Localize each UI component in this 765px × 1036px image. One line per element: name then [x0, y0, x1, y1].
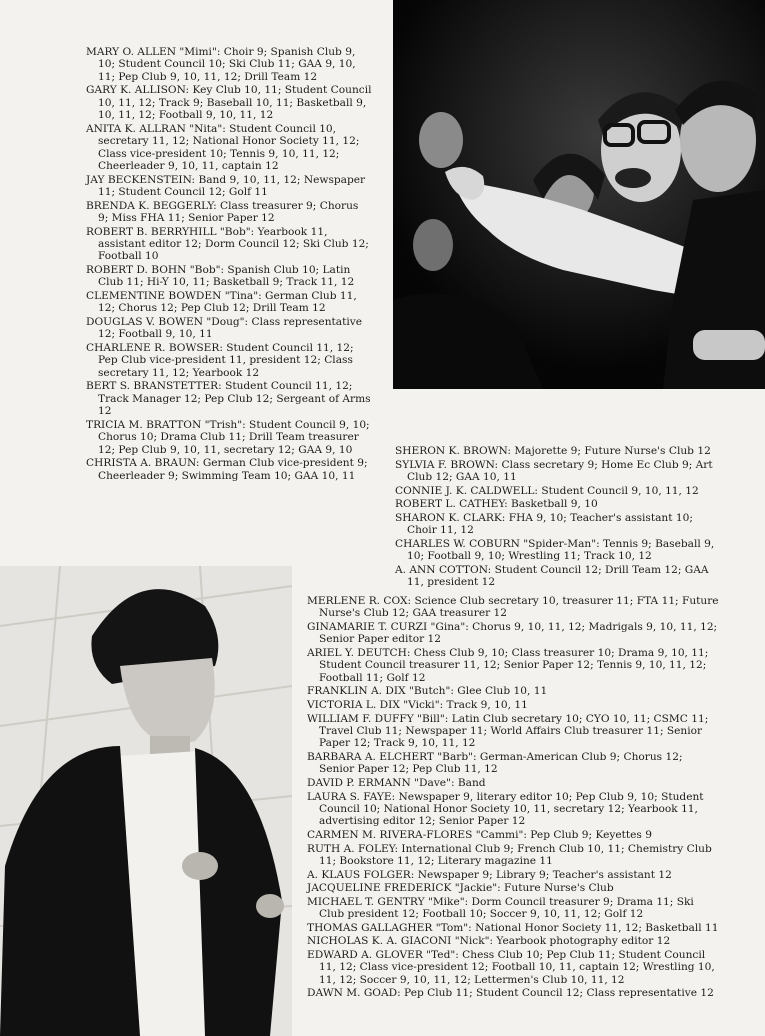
senior-entry: WILLIAM F. DUFFY "Bill": Latin Club secretary 10; CYO 10, 11; CSMC 11; Travel Club 11; Newspaper 11; World Affairs Club treasurer 11; Senior Paper 12; Track 9, 10, 11, 12: [307, 712, 709, 750]
senior-entry: SYLVIA F. BROWN: Class secretary 9; Home Ec Club 9; Art Club 12; GAA 10, 11: [395, 458, 713, 483]
senior-entry: BERT S. BRANSTETTER: Student Council 11, 12; Track Manager 12; Pep Club 12; Sergeant of Arms 12: [86, 380, 371, 418]
senior-entry: ROBERT D. BOHN "Bob": Spanish Club 10; Latin Club 11; Hi-Y 10, 11; Basketball 9; Track 11, 12: [86, 264, 355, 289]
senior-entry: SHERON K. BROWN: Majorette 9; Future Nurse's Club 12: [395, 445, 711, 457]
senior-entry: ROBERT L. CATHEY: Basketball 9, 10: [395, 498, 598, 511]
senior-entry: MARY O. ALLEN "Mimi": Choir 9; Spanish Club 9, 10; Student Council 10; Ski Club 11; GAA 9, 10, 11; Pep Club 9, 10, 11, 12; Drill Team 12: [86, 46, 356, 83]
senior-entry: ROBERT B. BERRYHILL "Bob": Yearbook 11, assistant editor 12; Dorm Council 12; Ski Club 12; Football 10: [86, 225, 369, 263]
senior-entry: EDWARD A. GLOVER "Ted": Chess Club 10; Pep Club 11; Student Council 11, 12; Class vice-president 12; Football 10, 11, captain 12; Wrestling 10, 11, 12; Soccer 9, 10, 11, 12; Lettermen's Club 10, 11, 12: [307, 948, 715, 986]
senior-entry: MICHAEL T. GENTRY "Mike": Dorm Council treasurer 9; Drama 11; Ski Club president 12; Football 10; Soccer 9, 10, 11, 12; Golf 12: [307, 895, 694, 921]
senior-entry: TRICIA M. BRATTON "Trish": Student Council 9, 10; Chorus 10; Drama Club 11; Drill Team treasurer 12; Pep Club 9, 10, 11, secretary 12; GAA 9, 10: [86, 418, 370, 456]
senior-entry: DAVID P. ERMANN "Dave": Band: [307, 777, 486, 789]
group-photo: [393, 0, 765, 389]
senior-entry: LAURA S. FAYE: Newspaper 9, literary editor 10; Pep Club 9, 10; Student Council 10; National Honor Society 10, 11, secretary 12; Yearbook 11, advertising editor 12; Senior Paper 12: [307, 790, 704, 828]
senior-entry: CLEMENTINE BOWDEN "Tina": German Club 11, 12; Chorus 12; Pep Club 12; Drill Team 12: [86, 290, 357, 315]
senior-entry: BRENDA K. BEGGERLY: Class treasurer 9; Chorus 9; Miss FHA 11; Senior Paper 12: [86, 199, 359, 225]
senior-entry: CHRISTA A. BRAUN: German Club vice-president 9; Cheerleader 9; Swimming Team 10; GAA 10, 11: [86, 457, 368, 482]
senior-entry: DAWN M. GOAD: Pep Club 11; Student Council 12; Class representative 12: [307, 987, 714, 1000]
portrait-photo: [0, 566, 292, 1036]
senior-entry: THOMAS GALLAGHER "Tom": National Honor Society 11, 12; Basketball 11: [307, 921, 719, 934]
senior-entry: CARMEN M. RIVERA-FLORES "Cammi": Pep Club 9; Keyettes 9: [307, 829, 652, 841]
senior-entry: JACQUELINE FREDERICK "Jackie": Future Nurse's Club: [307, 882, 614, 895]
senior-entry: ANITA K. ALLRAN "Nita": Student Council 10, secretary 11, 12; National Honor Society 11, 12; Class vice-president 10; Tennis 9, 10, 11, 12; Cheerleader 9, 10, 11, captain 12: [86, 122, 360, 173]
senior-entry: ARIEL Y. DEUTCH: Chess Club 9, 10; Class treasurer 10; Drama 9, 10, 11; Student Council treasurer 11, 12; Senior Paper 12; Tennis 9, 10, 11, 12; Football 11; Golf 12: [307, 647, 709, 684]
senior-entry: DOUGLAS V. BOWEN "Doug": Class representative 12; Football 9, 10, 11: [86, 316, 362, 341]
senior-entry: GINAMARIE T. CURZI "Gina": Chorus 9, 10, 11, 12; Madrigals 9, 10, 11, 12; Senior Paper editor 12: [307, 621, 718, 646]
senior-entry: CHARLENE R. BOWSER: Student Council 11, 12; Pep Club vice-president 11, president 12; Class secretary 11, 12; Yearbook 12: [86, 342, 354, 379]
senior-list-column-3: [307, 595, 719, 1001]
senior-entry: CHARLES W. COBURN "Spider-Man": Tennis 9; Baseball 9, 10; Football 9, 10; Wrestling 11; Track 10, 12: [395, 537, 715, 563]
senior-entry: A. KLAUS FOLGER: Newspaper 9; Library 9; Teacher's assistant 12: [307, 868, 672, 881]
senior-entry: JAY BECKENSTEIN: Band 9, 10, 11, 12; Newspaper 11; Student Council 12; Golf 11: [86, 173, 366, 199]
senior-list-column-2: [395, 445, 725, 590]
senior-entry: NICHOLAS K. A. GIACONI "Nick": Yearbook photography editor 12: [307, 935, 671, 948]
senior-entry: VICTORIA L. DIX "Vicki": Track 9, 10, 11: [307, 699, 528, 711]
senior-entry: SHARON K. CLARK: FHA 9, 10; Teacher's assistant 10; Choir 11, 12: [395, 511, 693, 537]
senior-list-column-1: [86, 46, 372, 483]
senior-entry: CONNIE J. K. CALDWELL: Student Council 9, 10, 11, 12: [395, 484, 699, 497]
senior-entry: RUTH A. FOLEY: International Club 9; French Club 10, 11; Chemistry Club 11; Bookstore 11, 12; Literary magazine 11: [307, 842, 712, 867]
senior-entry: MERLENE R. COX: Science Club secretary 10, treasurer 11; FTA 11; Future Nurse's Club 12; GAA treasurer 12: [307, 595, 719, 620]
senior-entry: GARY K. ALLISON: Key Club 10, 11; Student Council 10, 11, 12; Track 9; Baseball 10, 11; Basketball 9, 10, 11, 12; Football 9, 10, 11, 12: [86, 84, 372, 122]
senior-entry: FRANKLIN A. DIX "Butch": Glee Club 10, 11: [307, 685, 548, 698]
senior-entry: A. ANN COTTON: Student Council 12; Drill Team 12; GAA 11, president 12: [395, 563, 709, 589]
senior-entry: BARBARA A. ELCHERT "Barb": German-American Club 9; Chorus 12; Senior Paper 12; Pep Club 11, 12: [307, 751, 683, 776]
